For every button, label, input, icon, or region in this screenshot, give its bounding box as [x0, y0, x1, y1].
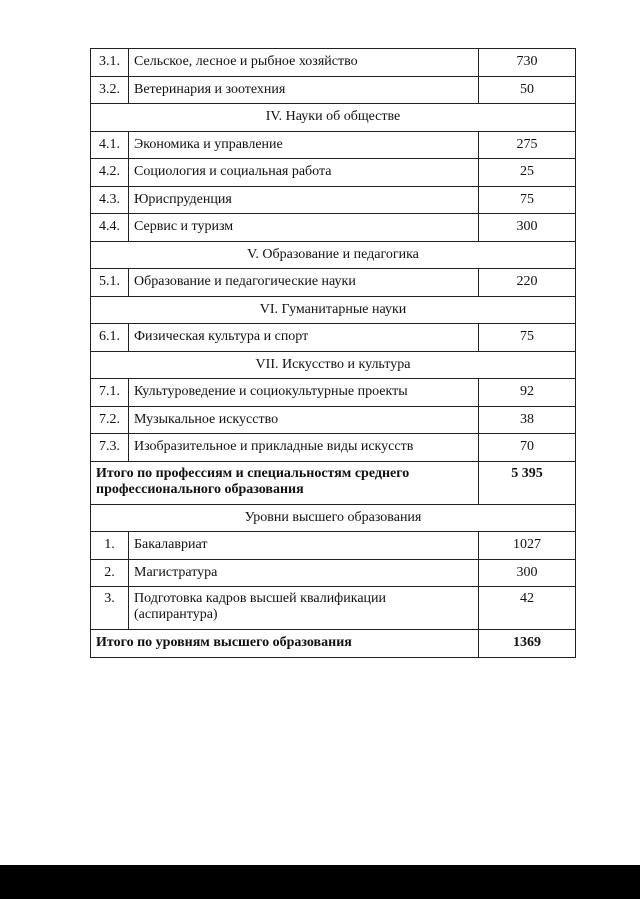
row-value: 730 [479, 49, 576, 77]
row-number: 3.2. [91, 76, 129, 104]
scan-bottom-border [0, 865, 640, 899]
table-row [91, 559, 576, 587]
table-row [91, 406, 576, 434]
row-value: 50 [479, 76, 576, 104]
section-title: V. Образование и педагогика [91, 241, 576, 269]
row-number: 6.1. [91, 324, 129, 352]
total-row [91, 630, 576, 658]
table-row [91, 214, 576, 242]
section-title: IV. Науки об обществе [91, 104, 576, 132]
section-header-row [91, 351, 576, 379]
table-row [91, 587, 576, 630]
statistics-table [90, 48, 576, 658]
section-header-row [91, 504, 576, 532]
section-title: Уровни высшего образования [91, 504, 576, 532]
row-value: 70 [479, 434, 576, 462]
table-row [91, 532, 576, 560]
row-number: 4.1. [91, 131, 129, 159]
row-name: Физическая культура и спорт [129, 324, 479, 352]
section-title: VI. Гуманитарные науки [91, 296, 576, 324]
table-row [91, 76, 576, 104]
row-value: 38 [479, 406, 576, 434]
row-name: Изобразительное и прикладные виды искусств [129, 434, 479, 462]
row-number: 5.1. [91, 269, 129, 297]
row-name: Подготовка кадров высшей квалификации (аспирантура) [129, 587, 479, 630]
table-body [91, 49, 576, 658]
row-number: 7.3. [91, 434, 129, 462]
row-value: 42 [479, 587, 576, 630]
row-number: 3. [91, 587, 129, 630]
table-row [91, 186, 576, 214]
row-value: 75 [479, 324, 576, 352]
total-row [91, 461, 576, 504]
row-name: Ветеринария и зоотехния [129, 76, 479, 104]
total-value: 5 395 [479, 461, 576, 504]
row-value: 300 [479, 559, 576, 587]
row-number: 1. [91, 532, 129, 560]
row-number: 2. [91, 559, 129, 587]
row-name: Музыкальное искусство [129, 406, 479, 434]
row-name: Юриспруденция [129, 186, 479, 214]
row-number: 3.1. [91, 49, 129, 77]
row-value: 25 [479, 159, 576, 187]
row-name: Социология и социальная работа [129, 159, 479, 187]
table-row [91, 269, 576, 297]
row-number: 4.3. [91, 186, 129, 214]
row-value: 220 [479, 269, 576, 297]
table-row [91, 324, 576, 352]
table-row [91, 434, 576, 462]
section-title: VII. Искусство и культура [91, 351, 576, 379]
row-name: Экономика и управление [129, 131, 479, 159]
total-label: Итого по уровням высшего образования [91, 630, 479, 658]
row-number: 7.1. [91, 379, 129, 407]
section-header-row [91, 241, 576, 269]
row-name: Бакалавриат [129, 532, 479, 560]
row-number: 7.2. [91, 406, 129, 434]
row-value: 275 [479, 131, 576, 159]
row-value: 75 [479, 186, 576, 214]
row-name: Культуроведение и социокультурные проекты [129, 379, 479, 407]
row-name: Сервис и туризм [129, 214, 479, 242]
row-value: 300 [479, 214, 576, 242]
total-value: 1369 [479, 630, 576, 658]
row-name: Сельское, лесное и рыбное хозяйство [129, 49, 479, 77]
row-value: 1027 [479, 532, 576, 560]
row-name: Образование и педагогические науки [129, 269, 479, 297]
row-name: Магистратура [129, 559, 479, 587]
row-value: 92 [479, 379, 576, 407]
table-row [91, 131, 576, 159]
table-row [91, 159, 576, 187]
table-row [91, 49, 576, 77]
total-label: Итого по профессиям и специальностям среднего профессионального образования [91, 461, 479, 504]
row-number: 4.4. [91, 214, 129, 242]
section-header-row [91, 296, 576, 324]
row-number: 4.2. [91, 159, 129, 187]
section-header-row [91, 104, 576, 132]
table-row [91, 379, 576, 407]
